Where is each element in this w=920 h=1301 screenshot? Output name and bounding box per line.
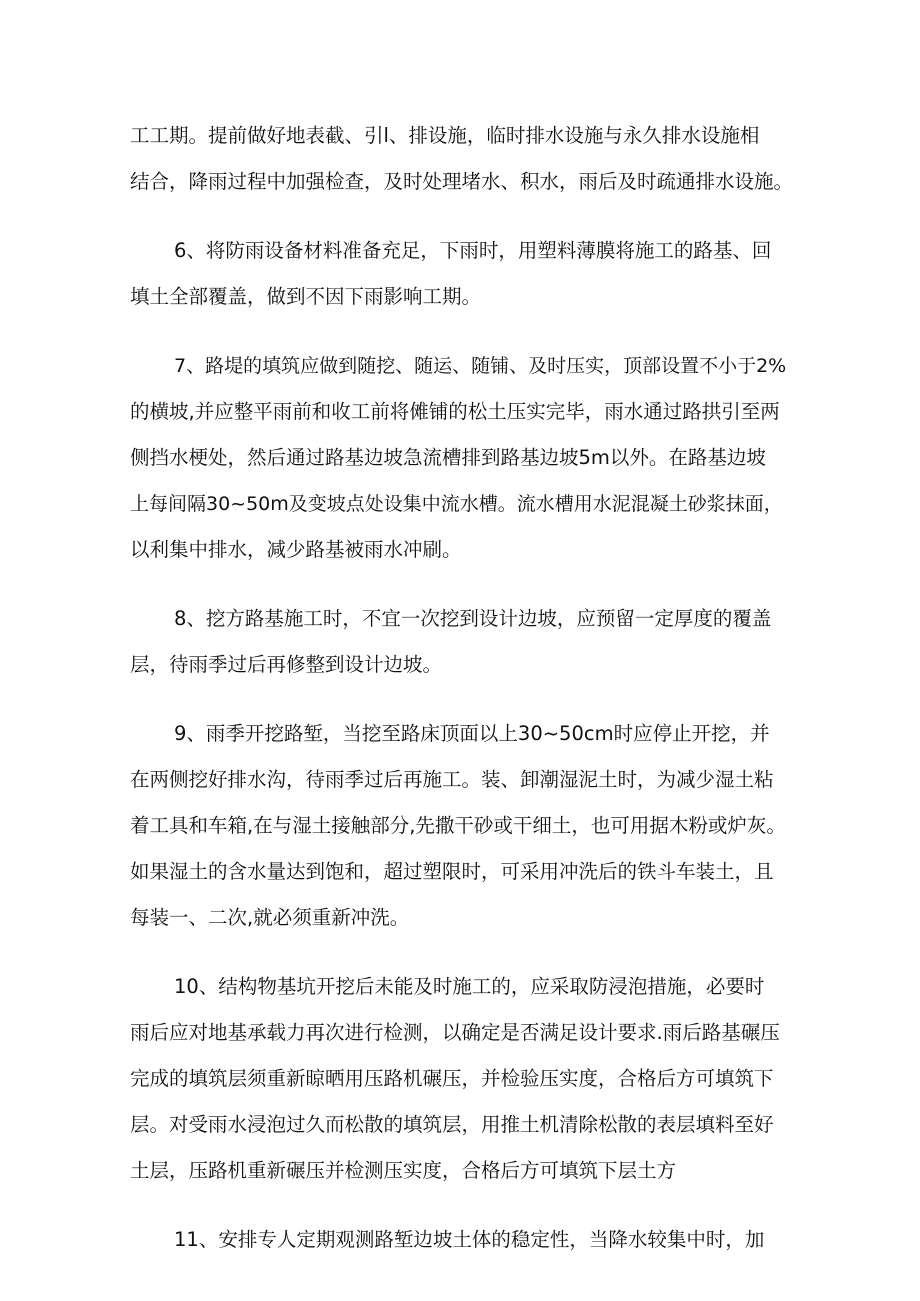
text-line: 结合，降雨过程中加强检查，及时处理堵水、积水，雨后及时疏通排水设施。 xyxy=(130,170,794,193)
paragraph-5-continued xyxy=(130,113,795,205)
paragraph-9 xyxy=(130,711,795,941)
text-line: 雨后应对地基承载力再次进行检测，以确定是否满足设计要求.雨后路基碾压 xyxy=(130,1021,780,1044)
paragraph-6 xyxy=(130,228,795,320)
paragraph-8 xyxy=(130,596,795,688)
text-line: 上每间隔30~50m及变坡点处设集中流水槽。流水槽用水泥混凝土砂浆抹面， xyxy=(130,493,783,515)
body-text xyxy=(130,113,795,1263)
text-line: 填土全部覆盖，做到不因下雨影响工期。 xyxy=(130,285,482,308)
text-line: 以利集中排水，减少路基被雨水冲刷。 xyxy=(130,538,462,561)
text-line: 每装一、二次,就必须重新冲洗。 xyxy=(130,906,410,929)
paragraph-11 xyxy=(130,1217,795,1263)
text-line: 层，待雨季过后再修整到设计边坡。 xyxy=(130,653,443,676)
text-line: 层。对受雨水浸泡过久而松散的填筑层，用推土机清除松散的表层填料至好 xyxy=(130,1113,774,1136)
paragraph-7 xyxy=(130,343,795,573)
text-line: 11、安排专人定期观测路堑边坡土体的稳定性，当降水较集中时，加 xyxy=(174,1228,765,1251)
text-line: 8、挖方路基施工时，不宜一次挖到设计边坡，应预留一定厚度的覆盖 xyxy=(174,607,772,630)
text-line: 完成的填筑层须重新晾晒用压路机碾压，并检验压实度，合格后方可填筑下 xyxy=(130,1067,774,1090)
text-line: 在两侧挖好排水沟，待雨季过后再施工。装、卸潮湿泥土时，为减少湿土粘 xyxy=(130,768,774,791)
text-line: 9、雨季开挖路堑，当挖至路床顶面以上30~50cm时应停止开挖，并 xyxy=(174,722,770,745)
text-line: 如果湿土的含水量达到饱和，超过塑限时，可采用冲洗后的铁斗车装土，且 xyxy=(130,860,774,883)
text-line: 6、将防雨设备材料准备充足，下雨时，用塑料薄膜将施工的路基、回 xyxy=(174,239,772,262)
text-line: 7、路堤的填筑应做到随挖、随运、随铺、及时压实，顶部设置不小于2% xyxy=(174,355,787,377)
paragraph-10 xyxy=(130,964,795,1194)
text-line: 着工具和车箱,在与湿土接触部分,先撒干砂或干细土，也可用据木粉或炉灰。 xyxy=(130,814,786,837)
text-line: 侧挡水梗处，然后通过路基边坡急流槽排到路基边坡5m以外。在路基边坡 xyxy=(130,446,766,469)
text-line: 10、结构物基坑开挖后未能及时施工的，应采取防浸泡措施，必要时 xyxy=(174,975,765,998)
text-line: 土层，压路机重新碾压并检测压实度，合格后方可填筑下层土方 xyxy=(130,1159,677,1182)
text-line: 的横坡,并应整平雨前和收工前将傩铺的松土压实完毕，雨水通过路拱引至两 xyxy=(130,400,780,423)
text-line: 工工期。提前做好地表截、引l、排设施，临时排水设施与永久排水设施相 xyxy=(130,124,760,147)
